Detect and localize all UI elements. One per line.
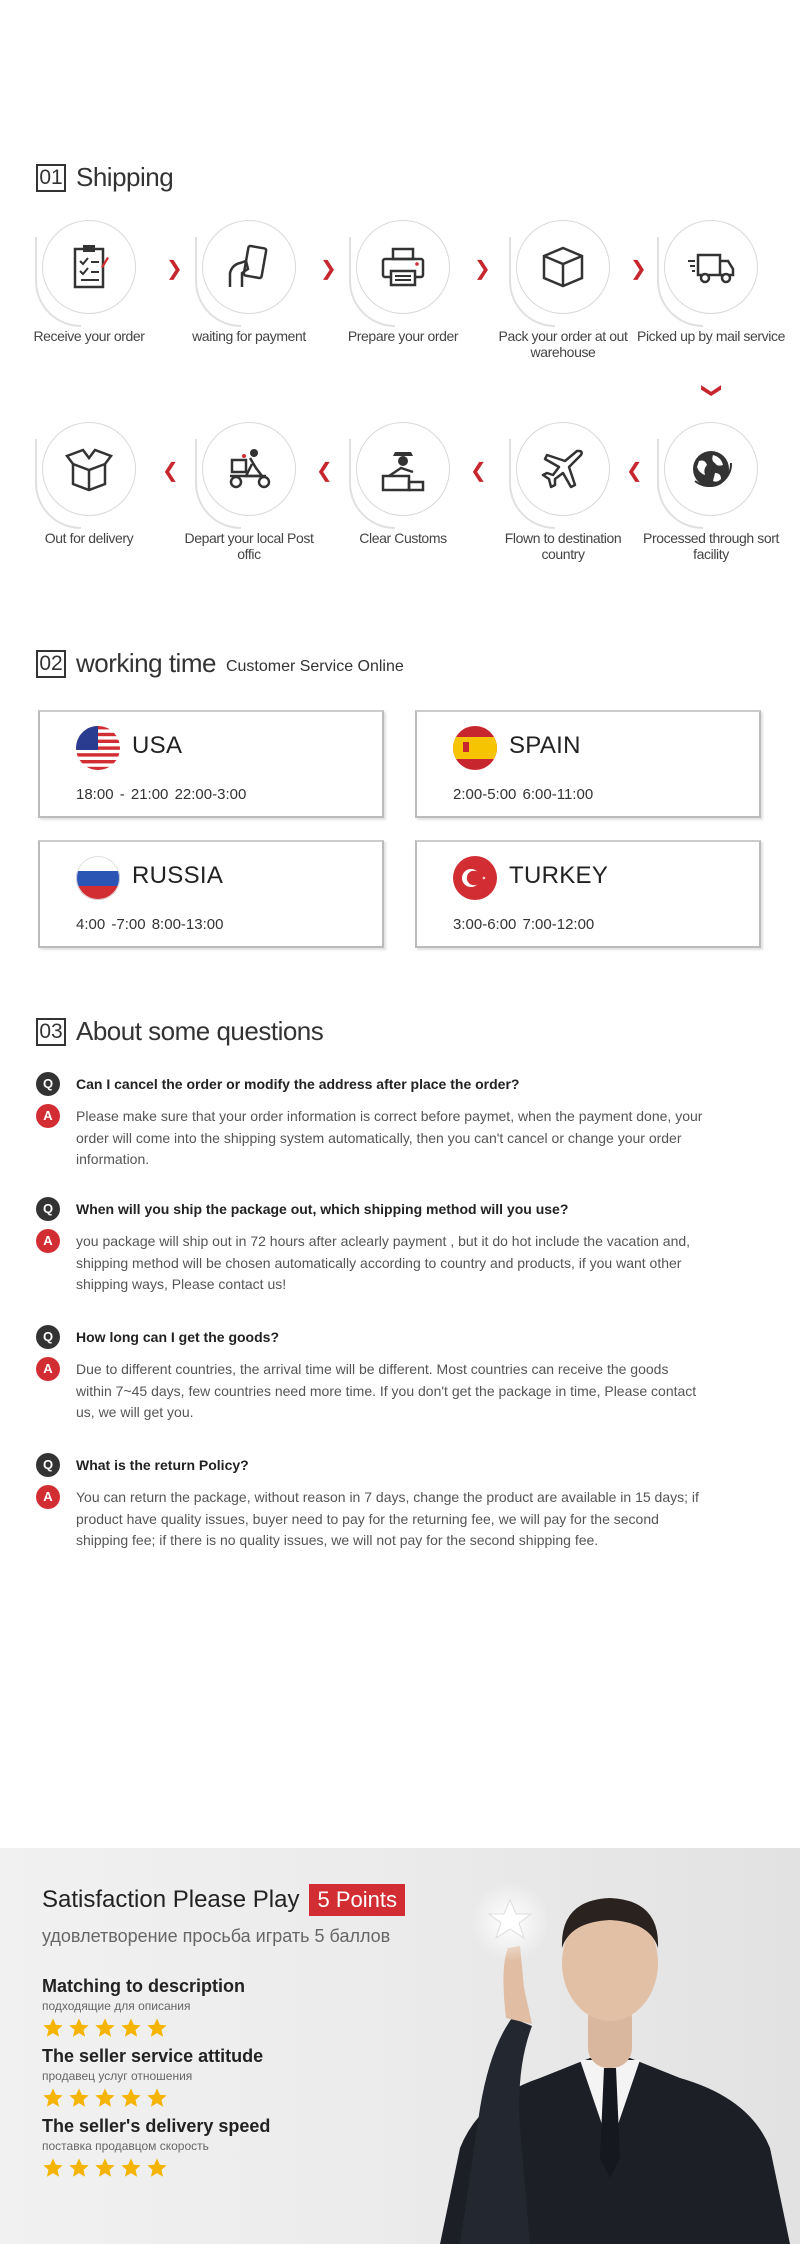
rating-service: [42, 2046, 263, 2109]
step-circle: [356, 220, 450, 314]
star-rating: [42, 2157, 270, 2179]
faq-item: [36, 1325, 736, 1424]
star-icon: [146, 2017, 168, 2039]
step-circle: [202, 422, 296, 516]
delivery-truck-icon: [686, 247, 736, 287]
question-text: When will you ship the package out, which shipping method will you use?: [76, 1201, 569, 1217]
answer-badge: A: [36, 1357, 60, 1381]
banner-title-text: Satisfaction Please Play: [42, 1886, 300, 1913]
turkey-flag-icon: [453, 856, 497, 900]
question-text: What is the return Policy?: [76, 1457, 249, 1473]
customs-officer-icon: [379, 446, 427, 492]
faq-section-header: [36, 1016, 323, 1047]
question-badge: Q: [36, 1072, 60, 1096]
star-icon: [94, 2017, 116, 2039]
chevron-left-icon: ❮: [470, 460, 487, 482]
globe-icon: [687, 445, 735, 493]
chevron-left-icon: ❮: [162, 460, 179, 482]
country-name: RUSSIA: [132, 862, 224, 889]
question-badge: Q: [36, 1325, 60, 1349]
usa-flag-icon: [76, 726, 120, 770]
star-icon: [68, 2087, 90, 2109]
rating-label-ru: поставка продавцом скорость: [42, 2139, 209, 2153]
star-icon: [42, 2157, 64, 2179]
step-circle: [356, 422, 450, 516]
working-time-section-header: [36, 648, 404, 679]
answer-text: Please make sure that your order information is correct before paymet, when the payment done, your order will come into the shipping system automatically, then you can't cancel or change your order information.: [76, 1108, 703, 1167]
scooter-courier-icon: [224, 446, 274, 492]
step-label: Depart your local Post offic: [184, 530, 314, 562]
open-box-icon: [65, 446, 113, 492]
step-label: Pack your order at out warehouse: [498, 328, 628, 360]
answer-text: You can return the package, without reason in 7 days, change the product are available in 15 days; if product have quality issues, buyer need to pay for the returning fee, we will pay for the second shipping fee; if there is no quality issues, we will not pay for the second shipping fee.: [76, 1489, 699, 1548]
star-icon: [94, 2157, 116, 2179]
step-circle: [664, 220, 758, 314]
answer-text: you package will ship out in 72 hours after aclearly payment , but it do hot include the vacation and, shipping method will be chosen automatically according to country and products, if you want other shipping ways, Please contact us!: [76, 1233, 691, 1292]
step-receive-order: [14, 220, 164, 344]
spain-flag-icon: [453, 726, 497, 770]
step-circle: [516, 220, 610, 314]
russia-flag-icon: [76, 856, 120, 900]
country-name: USA: [132, 732, 183, 759]
star-icon: [42, 2087, 64, 2109]
rating-label: Matching to description: [42, 1976, 246, 1996]
step-circle: [202, 220, 296, 314]
question-badge: Q: [36, 1197, 60, 1221]
step-waiting-payment: [174, 220, 324, 344]
section-subtitle: Customer Service Online: [225, 657, 404, 675]
star-icon: [42, 2017, 64, 2039]
star-icon: [94, 2087, 116, 2109]
country-name: TURKEY: [509, 862, 609, 889]
rating-label-ru: подходящие для описания: [42, 1999, 191, 2013]
step-clear-customs: [328, 422, 478, 546]
printer-icon: [379, 245, 427, 289]
question-badge: Q: [36, 1453, 60, 1477]
question-text: How long can I get the goods?: [76, 1329, 279, 1345]
country-time: 18:00 - 21:00 22:00-3:00: [76, 786, 247, 803]
step-label: waiting for payment: [192, 328, 306, 344]
rating-label: The seller's delivery speed: [42, 2116, 271, 2136]
airplane-icon: [539, 445, 587, 493]
faq-item: [36, 1453, 736, 1552]
star-icon: [120, 2157, 142, 2179]
chevron-right-icon: ❯: [630, 258, 647, 280]
country-name: SPAIN: [509, 732, 581, 759]
country-card-russia: [38, 840, 384, 948]
answer-text: Due to different countries, the arrival time will be different. Most countries can receive the goods within 7~45 days, few countries need more time. If you don't get the package in time, Please contact us, we will get you.: [76, 1361, 697, 1420]
section-title: Shipping: [76, 162, 174, 192]
banner-title: [42, 1884, 405, 1916]
step-label: Prepare your order: [347, 328, 459, 344]
rating-delivery: [42, 2116, 270, 2179]
step-out-for-delivery: [14, 422, 164, 546]
step-label: Receive your order: [33, 328, 145, 344]
star-icon: [68, 2157, 90, 2179]
points-badge: 5 Points: [309, 1884, 405, 1916]
country-card-usa: [38, 710, 384, 818]
rating-label: The seller service attitude: [42, 2046, 264, 2066]
section-number: 02: [36, 650, 66, 678]
step-prepare-order: [328, 220, 478, 344]
rating-label-ru: продавец услуг отношения: [42, 2069, 193, 2083]
chevron-right-icon: ❯: [166, 258, 183, 280]
step-label: Clear Customs: [359, 530, 447, 546]
shipping-section-header: [36, 162, 173, 193]
step-circle: [42, 422, 136, 516]
step-picked-up: [636, 220, 786, 344]
chevron-right-icon: ❯: [320, 258, 337, 280]
star-icon: [146, 2157, 168, 2179]
step-label: Out for delivery: [44, 530, 134, 546]
step-pack-order: [488, 220, 638, 360]
star-icon: [146, 2087, 168, 2109]
rating-description: [42, 1976, 245, 2039]
section-number: 03: [36, 1018, 66, 1046]
star-icon: [120, 2087, 142, 2109]
answer-badge: A: [36, 1485, 60, 1509]
step-label: Processed through sort facility: [643, 530, 779, 562]
card-payment-icon: [224, 243, 274, 291]
box-icon: [540, 244, 586, 290]
step-sort-facility: [636, 422, 786, 562]
chevron-down-icon: ❯: [700, 382, 723, 399]
country-time: 3:00-6:00 7:00-12:00: [453, 916, 595, 933]
step-circle: [516, 422, 610, 516]
section-title: working time: [76, 648, 216, 678]
country-card-spain: [415, 710, 761, 818]
section-title: About some questions: [76, 1016, 324, 1046]
step-depart-post-office: [174, 422, 324, 562]
country-time: 4:00 -7:00 8:00-13:00: [76, 916, 224, 933]
star-rating: [42, 2087, 263, 2109]
answer-badge: A: [36, 1229, 60, 1253]
star-icon: [120, 2017, 142, 2039]
question-text: Can I cancel the order or modify the address after place the order?: [76, 1076, 520, 1092]
step-circle: [42, 220, 136, 314]
step-circle: [664, 422, 758, 516]
step-label: Picked up by mail service: [637, 328, 785, 344]
banner-subtitle-ru: удовлетворение просьба играть 5 баллов: [42, 1926, 391, 1946]
country-card-turkey: [415, 840, 761, 948]
step-flown-destination: [488, 422, 638, 562]
chevron-left-icon: ❮: [626, 460, 643, 482]
clipboard-icon: [67, 243, 111, 291]
businessman-image: [420, 1848, 800, 2244]
answer-badge: A: [36, 1104, 60, 1128]
country-time: 2:00-5:00 6:00-11:00: [453, 786, 594, 803]
faq-item: [36, 1072, 736, 1171]
star-icon: [68, 2017, 90, 2039]
faq-item: [36, 1197, 736, 1296]
chevron-left-icon: ❮: [316, 460, 333, 482]
satisfaction-banner: [0, 1848, 800, 2244]
section-number: 01: [36, 164, 66, 192]
star-rating: [42, 2017, 245, 2039]
chevron-right-icon: ❯: [474, 258, 491, 280]
step-label: Flown to destination country: [504, 530, 622, 562]
